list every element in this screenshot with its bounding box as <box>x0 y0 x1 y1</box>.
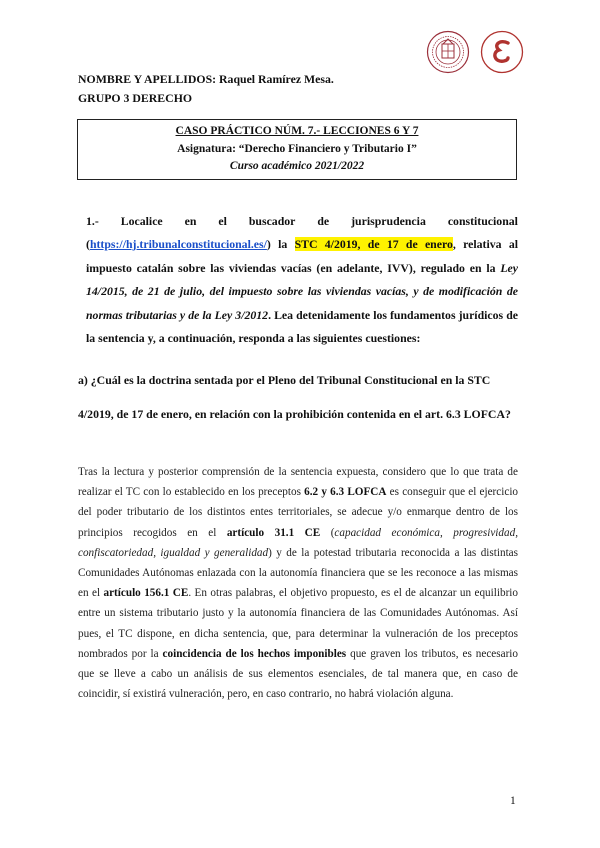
connector-la: la <box>270 237 295 252</box>
lead-word: buscador <box>248 214 296 228</box>
tribunal-search-link[interactable]: https://hj.tribunalconstitucional.es/ <box>89 237 267 252</box>
lead-word: el <box>218 214 227 228</box>
answer-principles: capacidad económica, progresividad, confiscatoriedad, igualdad y generalidad <box>78 526 518 559</box>
paren-open: ( <box>86 237 90 252</box>
answer-paragraph <box>78 462 518 704</box>
assignment-title-box <box>77 119 517 180</box>
law-reference: Ley 14/2015, de 21 de julio, del impuesto sobre las viviendas vacías, y de modificación de normas tributarias y de la Ley 3/2012 <box>86 260 518 322</box>
answer-text: . En otras palabras, el objetivo propuesto, es el de alcanzar un equilibrio entre un sistema tributario justo y la autonomía financiera de las Comunidades Autónomas. Así pues, el TC dispone, en dicha sentencia, que, para determinar la vulneración de los preceptos nombrados por la <box>78 587 518 660</box>
answer-bold-art-156: artículo 156.1 CE <box>103 587 189 600</box>
faculty-logo-icon <box>480 30 524 74</box>
page-number: 1 <box>510 795 516 807</box>
university-seal-icon <box>426 30 470 74</box>
answer-bold-art-31: artículo 31.1 CE <box>226 526 321 539</box>
assignment-title: CASO PRÁCTICO NÚM. 7.- LECCIONES 6 Y 7 <box>175 125 419 137</box>
question-1 <box>86 210 518 350</box>
answer-text: es conseguir que el ejercicio del poder tributario de los distintos entes territoriales, se adecue y/o enmarque dentro de los principios recogidos en el <box>78 486 519 539</box>
student-name-line: NOMBRE Y APELLIDOS: Raquel Ramírez Mesa. <box>78 72 334 86</box>
highlighted-ruling: STC 4/2019, de 17 de enero <box>294 237 453 252</box>
lead-word: jurisprudencia <box>351 214 426 228</box>
lead-word: en <box>184 214 197 228</box>
header-logos <box>426 30 524 74</box>
group-line: GRUPO 3 DERECHO <box>78 91 193 105</box>
subject-line: Asignatura: “Derecho Financiero y Tributario I” <box>177 142 417 155</box>
question-a <box>78 371 518 429</box>
question-1-ending: . Lea detenidamente los fundamentos jurídicos de la sentencia y, a continuación, responda a las siguientes cuestiones: <box>86 307 518 346</box>
question-a-rest: 4/2019, de 17 de enero, en relación con la prohibición contenida en el art. 6.3 LOFCA? <box>78 407 511 421</box>
question-a-line-1: a) ¿Cuál es la doctrina sentada por el Pleno del Tribunal Constitucional en la STC <box>78 373 491 387</box>
answer-text: ) y de la potestad tributaria reconocida a las distintas Comunidades Autónomas enlazada con la autonomía financiera que se les reconoce a las mismas en el <box>78 546 518 600</box>
answer-text: que graven los tributos, es necesario que se lleve a cabo un análisis de sus elementos esenciales, de tal manera que, en caso de coincidir, sí existirá vulneración, pero, en caso contrario, no habrá violación alguna. <box>78 647 519 701</box>
question-1-lead-line <box>86 210 518 233</box>
student-info <box>78 70 334 108</box>
answer-text: Tras la lectura y posterior comprensión de la sentencia expuesta, considero que lo que trata de realizar el TC con lo establecido en los preceptos <box>78 466 518 499</box>
lead-word: de <box>317 214 330 228</box>
lead-word: Localice <box>120 214 163 228</box>
answer-bold-hechos: coincidencia de los hechos imponibles <box>162 647 347 660</box>
question-1-body <box>86 233 518 350</box>
question-1-text: , relativa al impuesto catalán sobre las viviendas vacías (en adelante, IVV), regulado en la <box>86 237 518 275</box>
paren-close: ) <box>266 237 271 252</box>
lead-word: constitucional <box>447 214 518 228</box>
answer-text: ( <box>320 526 335 539</box>
academic-year-line: Curso académico 2021/2022 <box>229 160 365 172</box>
lead-word: 1.- <box>86 214 99 228</box>
answer-bold-lofca: 6.2 y 6.3 LOFCA <box>304 486 387 499</box>
